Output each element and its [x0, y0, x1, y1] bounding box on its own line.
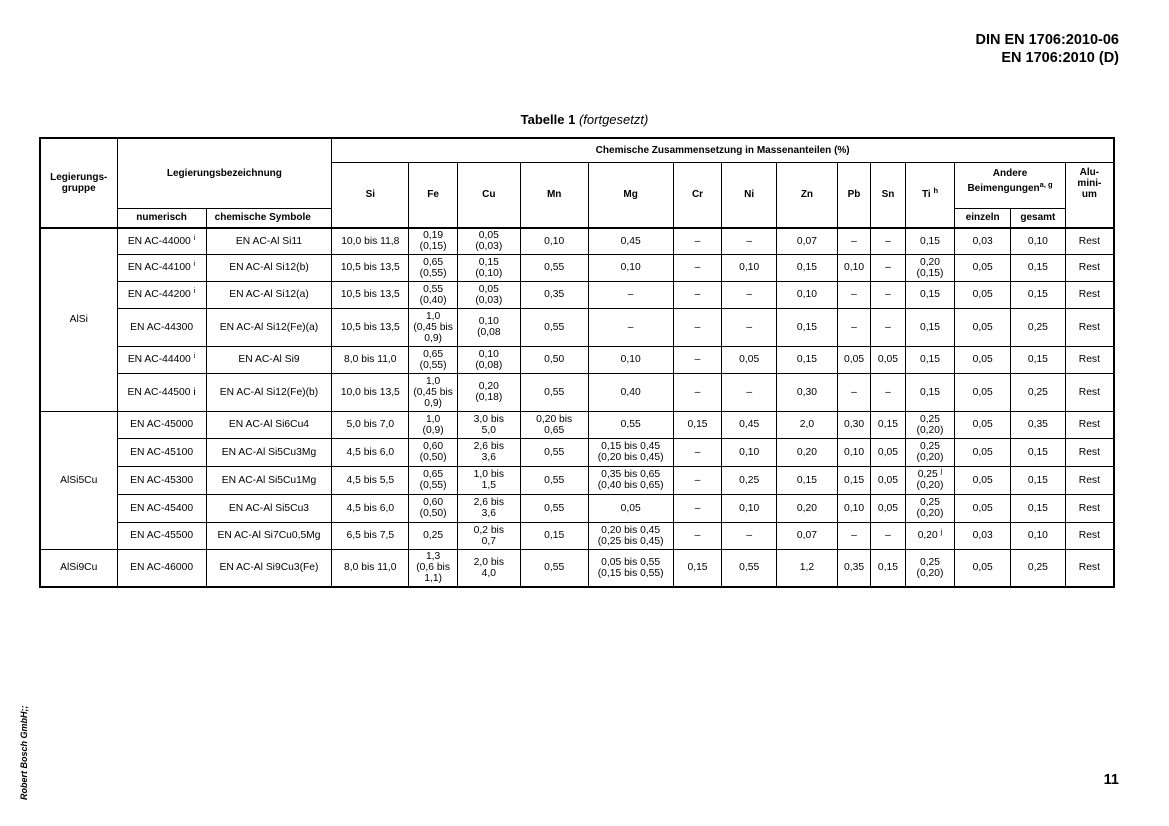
value-ti-cell [905, 346, 955, 373]
numeric-designation: EN AC-45300 [130, 474, 194, 486]
value-single-cell: 0,03 [955, 522, 1011, 549]
value-ti: 0,15 [919, 386, 941, 398]
header-alloy-designation: Legierungsbezeichnung [117, 138, 332, 208]
value-mn-cell: 0,55 [520, 549, 588, 587]
value-mn-cell: 0,55 [520, 254, 588, 281]
value-ti-cell [905, 254, 955, 281]
value-cu-cell: 0,05 (0,03) [457, 281, 520, 308]
value-cr-cell: – [673, 522, 722, 549]
value-single-cell: 0,05 [955, 494, 1011, 522]
header-si: Si [332, 162, 409, 228]
value-ti-parenthetical: (0,20) [916, 480, 944, 491]
value-ti: 0,25 [917, 469, 938, 480]
numeric-designation: EN AC-46000 [130, 562, 194, 574]
value-mg-cell: 0,35 bis 0,65 (0,40 bis 0,65) [588, 466, 673, 494]
alloy-group-cell: AlSi [40, 228, 117, 411]
table-row [40, 549, 1114, 587]
value-single-cell: 0,05 [955, 466, 1011, 494]
value-fe-cell: 1,0 (0,9) [409, 411, 458, 438]
header-other-total: gesamt [1011, 208, 1066, 228]
alloy-composition-table [39, 137, 1115, 588]
value-single-cell: 0,05 [955, 549, 1011, 587]
value-total-cell: 0,15 [1011, 466, 1066, 494]
value-total-cell: 0,10 [1011, 228, 1066, 254]
numeric-designation: EN AC-44300 [130, 321, 194, 333]
value-fe-cell: 0,19 (0,15) [409, 228, 458, 254]
value-ni-cell: – [722, 522, 777, 549]
value-si-cell: 8,0 bis 11,0 [332, 549, 409, 587]
value-fe-cell: 0,60 (0,50) [409, 494, 458, 522]
value-al-cell: Rest [1065, 308, 1114, 346]
value-single-cell: 0,05 [955, 373, 1011, 411]
value-fe-cell: 0,65 (0,55) [409, 254, 458, 281]
value-single-cell: 0,03 [955, 228, 1011, 254]
value-cu-cell: 2,0 bis 4,0 [457, 549, 520, 587]
numeric-designation-cell [117, 522, 206, 549]
value-single-cell: 0,05 [955, 346, 1011, 373]
value-ni-cell: 0,10 [722, 494, 777, 522]
value-cr-cell: – [673, 308, 722, 346]
value-ti: 0,20 [917, 530, 938, 541]
value-fe-cell: 0,60 (0,50) [409, 438, 458, 466]
value-cu-cell: 0,20 (0,18) [457, 373, 520, 411]
value-si-cell: 5,0 bis 7,0 [332, 411, 409, 438]
value-cu-cell: 3,0 bis 5,0 [457, 411, 520, 438]
value-ti: 0,15 [919, 289, 941, 300]
table-row [40, 281, 1114, 308]
header-other-label: Andere Beimengungen [967, 167, 1040, 194]
value-ni-cell: 0,10 [722, 254, 777, 281]
value-ti-cell [905, 438, 955, 466]
numeric-designation-cell [117, 254, 206, 281]
numeric-designation-cell [117, 228, 206, 254]
value-cr-cell: – [673, 228, 722, 254]
table-row [40, 373, 1114, 411]
value-pb-cell: – [837, 228, 870, 254]
header-sn: Sn [871, 162, 905, 228]
value-fe-cell: 1,0 (0,45 bis 0,9) [409, 308, 458, 346]
value-ni-cell: 0,10 [722, 438, 777, 466]
value-pb-cell: – [837, 522, 870, 549]
table-row [40, 308, 1114, 346]
numeric-designation-cell [117, 373, 206, 411]
value-al-cell: Rest [1065, 494, 1114, 522]
value-zn-cell: 0,20 [777, 494, 838, 522]
chemical-symbol-cell: EN AC-Al Si12(Fe)(b) [206, 373, 332, 411]
value-cu-cell: 0,2 bis 0,7 [457, 522, 520, 549]
value-mg-cell: 0,40 [588, 373, 673, 411]
table-body [40, 228, 1114, 587]
value-al-cell: Rest [1065, 411, 1114, 438]
chemical-symbol-cell: EN AC-Al Si7Cu0,5Mg [206, 522, 332, 549]
value-ni-cell: 0,55 [722, 549, 777, 587]
value-mn-cell: 0,55 [520, 308, 588, 346]
value-fe-cell: 1,0 (0,45 bis 0,9) [409, 373, 458, 411]
chemical-symbol-cell: EN AC-Al Si12(b) [206, 254, 332, 281]
value-mn-cell: 0,55 [520, 373, 588, 411]
value-cr-cell: – [673, 438, 722, 466]
value-sn-cell: 0,05 [871, 438, 905, 466]
value-pb-cell: 0,05 [837, 346, 870, 373]
value-si-cell: 4,5 bis 6,0 [332, 494, 409, 522]
numeric-designation-cell [117, 308, 206, 346]
table-row [40, 411, 1114, 438]
value-total-cell: 0,25 [1011, 549, 1066, 587]
header-other-single: einzeln [955, 208, 1011, 228]
value-al-cell: Rest [1065, 466, 1114, 494]
value-single-cell: 0,05 [955, 281, 1011, 308]
value-si-cell: 8,0 bis 11,0 [332, 346, 409, 373]
document-header [976, 31, 1119, 67]
numeric-designation-footnote: i [193, 286, 196, 295]
value-ti-cell [905, 308, 955, 346]
value-mg-cell: 0,05 [588, 494, 673, 522]
value-ti: 0,15 [919, 321, 941, 333]
numeric-designation: EN AC-45000 [130, 419, 194, 430]
value-ti: 0,25 (0,20) [916, 556, 944, 579]
chemical-symbol-cell: EN AC-Al Si5Cu1Mg [206, 466, 332, 494]
header-chemical-symbols: chemische Symbole [206, 208, 332, 228]
chemical-symbol-cell: EN AC-Al Si12(Fe)(a) [206, 308, 332, 346]
value-sn-cell: – [871, 228, 905, 254]
value-mg-cell: 0,10 [588, 346, 673, 373]
value-cu-cell: 2,6 bis 3,6 [457, 438, 520, 466]
value-sn-cell: 0,05 [871, 346, 905, 373]
value-zn-cell: 0,20 [777, 438, 838, 466]
value-al-cell: Rest [1065, 549, 1114, 587]
value-total-cell: 0,25 [1011, 308, 1066, 346]
value-si-cell: 10,5 bis 13,5 [332, 254, 409, 281]
numeric-designation: EN AC-45100 [130, 446, 194, 458]
value-mn-cell: 0,20 bis 0,65 [520, 411, 588, 438]
value-total-cell: 0,10 [1011, 522, 1066, 549]
table-caption-continued: (fortgesetzt) [578, 112, 649, 127]
numeric-designation-cell [117, 346, 206, 373]
value-ti-cell [905, 228, 955, 254]
value-zn-cell: 2,0 [777, 411, 838, 438]
numeric-designation-cell [117, 549, 206, 587]
value-sn-cell: – [871, 281, 905, 308]
value-zn-cell: 0,15 [777, 308, 838, 346]
value-cu-cell: 0,05 (0,03) [457, 228, 520, 254]
chemical-symbol-cell: EN AC-Al Si9Cu3(Fe) [206, 549, 332, 587]
value-total-cell: 0,15 [1011, 254, 1066, 281]
value-total-cell: 0,35 [1011, 411, 1066, 438]
value-sn-cell: 0,15 [871, 549, 905, 587]
value-ti: 0,25 (0,20) [916, 497, 944, 519]
value-al-cell: Rest [1065, 228, 1114, 254]
value-pb-cell: – [837, 308, 870, 346]
value-fe-cell: 0,65 (0,55) [409, 466, 458, 494]
value-zn-cell: 0,15 [777, 346, 838, 373]
value-pb-cell: 0,10 [837, 494, 870, 522]
value-ti: 0,25 (0,20) [916, 441, 944, 463]
value-al-cell: Rest [1065, 254, 1114, 281]
value-fe-cell: 0,25 [409, 522, 458, 549]
value-si-cell: 4,5 bis 6,0 [332, 438, 409, 466]
numeric-designation-cell [117, 281, 206, 308]
value-fe-cell: 1,3 (0,6 bis 1,1) [409, 549, 458, 587]
side-watermark-text: Robert Bosch GmbH;; [19, 705, 29, 800]
value-ti-cell [905, 281, 955, 308]
value-si-cell: 6,5 bis 7,5 [332, 522, 409, 549]
value-cu-cell: 0,15 (0,10) [457, 254, 520, 281]
value-al-cell: Rest [1065, 438, 1114, 466]
value-sn-cell: – [871, 254, 905, 281]
value-mg-cell: 0,55 [588, 411, 673, 438]
table-caption [0, 112, 1169, 127]
value-pb-cell: – [837, 281, 870, 308]
numeric-designation: EN AC-44500 i [127, 386, 196, 398]
value-mn-cell: 0,35 [520, 281, 588, 308]
value-al-cell: Rest [1065, 522, 1114, 549]
value-mg-cell: 0,45 [588, 228, 673, 254]
numeric-designation-cell [117, 494, 206, 522]
chemical-symbol-cell: EN AC-Al Si5Cu3Mg [206, 438, 332, 466]
value-mn-cell: 0,55 [520, 466, 588, 494]
value-si-cell: 10,0 bis 13,5 [332, 373, 409, 411]
value-ni-cell: – [722, 228, 777, 254]
value-cu-cell: 0,10 (0,08) [457, 346, 520, 373]
numeric-designation: EN AC-44200 [127, 289, 191, 300]
standard-id-en: EN 1706:2010 (D) [1001, 50, 1119, 66]
table-row [40, 522, 1114, 549]
value-single-cell: 0,05 [955, 254, 1011, 281]
value-cr-cell: – [673, 254, 722, 281]
value-ni-cell: 0,05 [722, 346, 777, 373]
value-ti-cell [905, 549, 955, 587]
table-row [40, 438, 1114, 466]
value-pb-cell: 0,15 [837, 466, 870, 494]
table-caption-title: Tabelle 1 [520, 112, 576, 127]
value-zn-cell: 0,10 [777, 281, 838, 308]
table-row [40, 254, 1114, 281]
value-mg-cell: 0,15 bis 0,45 (0,20 bis 0,45) [588, 438, 673, 466]
value-cr-cell: – [673, 494, 722, 522]
numeric-designation-footnote: i [193, 259, 196, 268]
value-ti-cell [905, 411, 955, 438]
value-zn-cell: 0,07 [777, 522, 838, 549]
value-ni-cell: – [722, 373, 777, 411]
value-ti-cell [905, 466, 955, 494]
value-total-cell: 0,15 [1011, 346, 1066, 373]
value-zn-cell: 0,15 [777, 254, 838, 281]
numeric-designation-cell [117, 411, 206, 438]
value-pb-cell: 0,30 [837, 411, 870, 438]
value-ti: 0,15 [919, 354, 941, 365]
chemical-symbol-cell: EN AC-Al Si6Cu4 [206, 411, 332, 438]
value-cr-cell: – [673, 281, 722, 308]
value-ti: 0,25 (0,20) [916, 413, 944, 436]
value-sn-cell: – [871, 308, 905, 346]
chemical-symbol-cell: EN AC-Al Si5Cu3 [206, 494, 332, 522]
value-mn-cell: 0,55 [520, 438, 588, 466]
value-ni-cell: – [722, 281, 777, 308]
header-alloy-group: Legierungs- gruppe [40, 138, 117, 228]
header-numeric: numerisch [117, 208, 206, 228]
value-mg-cell: 0,05 bis 0,55 (0,15 bis 0,55) [588, 549, 673, 587]
numeric-designation-cell [117, 466, 206, 494]
numeric-designation: EN AC-44100 [127, 262, 191, 273]
value-single-cell: 0,05 [955, 308, 1011, 346]
value-pb-cell: 0,10 [837, 438, 870, 466]
numeric-designation: EN AC-45400 [130, 502, 194, 514]
value-ti-cell [905, 373, 955, 411]
value-cu-cell: 2,6 bis 3,6 [457, 494, 520, 522]
value-sn-cell: 0,05 [871, 494, 905, 522]
chemical-symbol-cell: EN AC-Al Si9 [206, 346, 332, 373]
value-fe-cell: 0,65 (0,55) [409, 346, 458, 373]
alloy-group-cell: AlSi9Cu [40, 549, 117, 587]
value-si-cell: 10,0 bis 11,8 [332, 228, 409, 254]
value-cr-cell: – [673, 466, 722, 494]
value-si-cell: 4,5 bis 5,5 [332, 466, 409, 494]
value-mg-cell: – [588, 308, 673, 346]
value-cr-cell: – [673, 373, 722, 411]
table-row [40, 346, 1114, 373]
alloy-group-cell: AlSi5Cu [40, 411, 117, 549]
numeric-designation: EN AC-44400 [127, 354, 191, 365]
header-cr: Cr [673, 162, 722, 228]
chemical-symbol-cell: EN AC-Al Si11 [206, 228, 332, 254]
header-cu: Cu [457, 162, 520, 228]
value-mg-cell: 0,20 bis 0,45 (0,25 bis 0,45) [588, 522, 673, 549]
value-single-cell: 0,05 [955, 411, 1011, 438]
value-mg-cell: – [588, 281, 673, 308]
value-zn-cell: 0,30 [777, 373, 838, 411]
value-al-cell: Rest [1065, 346, 1114, 373]
value-zn-cell: 1,2 [777, 549, 838, 587]
header-ni: Ni [722, 162, 777, 228]
numeric-designation: EN AC-45500 [130, 530, 194, 541]
value-al-cell: Rest [1065, 281, 1114, 308]
standard-id-din: DIN EN 1706:2010-06 [975, 32, 1119, 48]
table-row [40, 494, 1114, 522]
value-mn-cell: 0,50 [520, 346, 588, 373]
value-ti-cell [905, 522, 955, 549]
value-fe-cell: 0,55 (0,40) [409, 281, 458, 308]
value-total-cell: 0,15 [1011, 281, 1066, 308]
value-pb-cell: – [837, 373, 870, 411]
value-single-cell: 0,05 [955, 438, 1011, 466]
value-pb-cell: 0,10 [837, 254, 870, 281]
value-ni-cell: 0,45 [722, 411, 777, 438]
page-number: 11 [1103, 772, 1119, 788]
header-chemical-composition: Chemische Zusammensetzung in Massenanteilen (%) [332, 138, 1114, 162]
value-si-cell: 10,5 bis 13,5 [332, 281, 409, 308]
value-ti-footnote: j [940, 527, 943, 536]
value-ti: 0,15 [919, 235, 941, 247]
value-ni-cell: 0,25 [722, 466, 777, 494]
value-sn-cell: 0,05 [871, 466, 905, 494]
header-fe: Fe [409, 162, 458, 228]
value-mn-cell: 0,10 [520, 228, 588, 254]
value-total-cell: 0,25 [1011, 373, 1066, 411]
numeric-designation: EN AC-44000 [127, 235, 191, 247]
value-sn-cell: 0,15 [871, 411, 905, 438]
numeric-designation-cell [117, 438, 206, 466]
header-mn: Mn [520, 162, 588, 228]
chemical-symbol-cell: EN AC-Al Si12(a) [206, 281, 332, 308]
header-other-footnote: a, g [1039, 179, 1053, 189]
value-cr-cell: 0,15 [673, 411, 722, 438]
value-cu-cell: 0,10 (0,08 [457, 308, 520, 346]
value-ti: 0,20 (0,15) [916, 256, 944, 279]
table-row [40, 228, 1114, 254]
value-zn-cell: 0,15 [777, 466, 838, 494]
value-sn-cell: – [871, 373, 905, 411]
value-zn-cell: 0,07 [777, 228, 838, 254]
value-al-cell: Rest [1065, 373, 1114, 411]
value-mn-cell: 0,15 [520, 522, 588, 549]
value-si-cell: 10,5 bis 13,5 [332, 308, 409, 346]
value-ti-cell [905, 494, 955, 522]
header-ti [905, 162, 955, 228]
value-ni-cell: – [722, 308, 777, 346]
value-cr-cell: 0,15 [673, 549, 722, 587]
value-total-cell: 0,15 [1011, 438, 1066, 466]
table-row [40, 466, 1114, 494]
value-cr-cell: – [673, 346, 722, 373]
numeric-designation-footnote: i [193, 232, 196, 242]
header-mg: Mg [588, 162, 673, 228]
header-pb: Pb [837, 162, 870, 228]
value-ti-footnote: j [940, 466, 943, 475]
header-ti-footnote: h [933, 186, 939, 196]
value-mn-cell: 0,55 [520, 494, 588, 522]
header-other-impurities [955, 162, 1065, 208]
header-ti-label: Ti [921, 189, 931, 201]
header-zn: Zn [777, 162, 838, 228]
value-total-cell: 0,15 [1011, 494, 1066, 522]
value-mg-cell: 0,10 [588, 254, 673, 281]
header-aluminium: Alu- mini- um [1065, 162, 1114, 228]
value-sn-cell: – [871, 522, 905, 549]
value-pb-cell: 0,35 [837, 549, 870, 587]
numeric-designation-footnote: i [193, 351, 196, 360]
value-cu-cell: 1,0 bis 1,5 [457, 466, 520, 494]
